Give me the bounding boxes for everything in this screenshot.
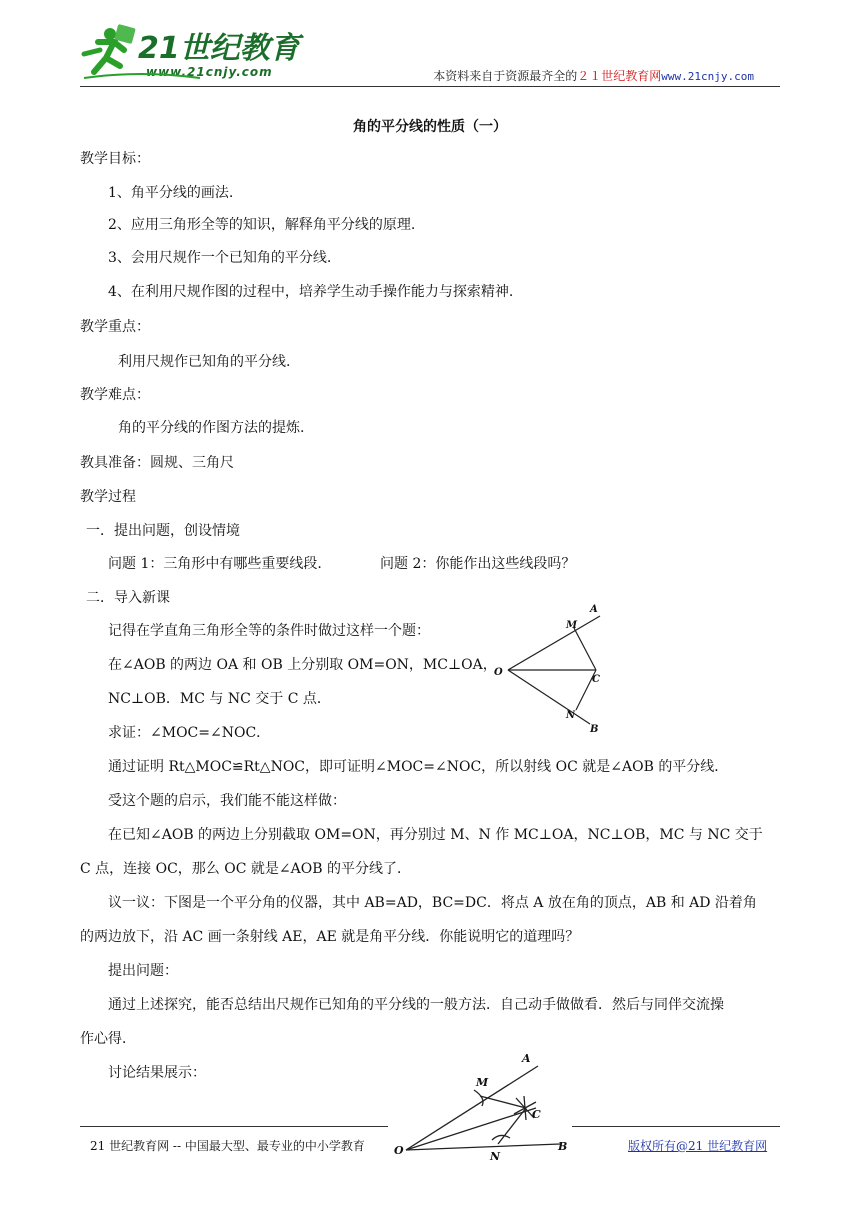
paragraph: 提出问题： <box>108 963 178 979</box>
paragraph: NC⊥OB．MC 与 NC 交于 C 点． <box>108 691 331 707</box>
point-label-o: O <box>494 667 503 678</box>
point-label-n: N <box>566 710 576 721</box>
footer-copyright-link[interactable]: 版权所有@21 世纪教育网 <box>628 1139 768 1153</box>
angle-bisector-figure-1 <box>490 598 620 736</box>
subsection-heading: 一．提出问题，创设情境 <box>86 523 240 539</box>
header-note <box>433 67 754 84</box>
paragraph: 讨论结果展示： <box>108 1065 206 1081</box>
logo-text: 21世纪教育 <box>138 31 300 66</box>
point-label-a: A <box>590 604 598 615</box>
paragraph: 在∠AOB 的两边 OA 和 OB 上分别取 OM=ON，MC⊥OA， <box>108 657 497 673</box>
point-label-b: B <box>590 724 599 735</box>
paragraph: 记得在学直角三角形全等的条件时做过这样一个题： <box>108 623 430 639</box>
paragraph: 问题 2：你能作出这些线段吗？ <box>380 556 576 572</box>
paragraph: 角的平分线的作图方法的提炼. <box>118 420 305 436</box>
paragraph: 议一议：下图是一个平分角的仪器，其中 AB=AD，BC=DC．将点 A 放在角的顶点，AB 和 AD 沿着角 <box>108 895 757 911</box>
paragraph: 受这个题的启示，我们能不能这样做： <box>108 793 346 809</box>
paragraph: 问题 1：三角形中有哪些重要线段. <box>108 556 322 572</box>
footer-divider-left <box>80 1126 388 1127</box>
point-label-c: C <box>592 674 600 685</box>
page-header <box>80 20 780 86</box>
footer-divider-right <box>572 1126 780 1127</box>
objective-item: 2、应用三角形全等的知识，解释角平分线的原理. <box>108 217 416 233</box>
footer-text: 21 世纪教育网 -- 中国最大型、最专业的中小学教育 <box>90 1139 365 1153</box>
objective-item: 1、角平分线的画法. <box>108 185 234 201</box>
paragraph: 求证：∠MOC=∠NOC． <box>108 725 271 741</box>
section-heading: 教学过程 <box>80 489 136 505</box>
point-label-m: M <box>566 620 578 631</box>
objective-item: 4、在利用尺规作图的过程中，培养学生动手操作能力与探索精神. <box>108 284 514 300</box>
paragraph: 教具准备：圆规、三角尺 <box>80 455 234 471</box>
subsection-heading: 二．导入新课 <box>86 590 170 606</box>
point-label-m: M <box>476 1076 489 1089</box>
point-label-o: O <box>394 1144 404 1157</box>
runner-icon <box>84 24 136 72</box>
section-heading: 教学重点： <box>80 319 150 335</box>
logo-url: www.21cnjy.com <box>146 65 273 79</box>
header-note-prefix: 本资料来自于资源最齐全的 <box>433 69 578 83</box>
section-heading: 教学难点： <box>80 387 150 403</box>
paragraph: C 点，连接 OC，那么 OC 就是∠AOB 的平分线了． <box>80 861 411 877</box>
section-heading: 教学目标： <box>80 151 150 167</box>
point-label-c: C <box>532 1108 541 1121</box>
point-label-n: N <box>490 1150 501 1163</box>
site-logo <box>80 20 310 82</box>
angle-bisector-figure-2 <box>388 1046 588 1166</box>
header-note-url[interactable]: www.21cnjy.com <box>661 70 754 83</box>
header-divider <box>80 86 780 87</box>
paragraph: 作心得． <box>80 1031 136 1047</box>
objective-item: 3、会用尺规作一个已知角的平分线. <box>108 250 332 266</box>
paragraph: 通过上述探究，能否总结出尺规作已知角的平分线的一般方法．自己动手做做看．然后与同伴交流操 <box>108 997 724 1013</box>
paragraph: 通过证明 Rt△MOC≌Rt△NOC，即可证明∠MOC=∠NOC，所以射线 OC 就是∠AOB 的平分线． <box>108 759 729 775</box>
paragraph: 在已知∠AOB 的两边上分别截取 OM=ON，再分别过 M、N 作 MC⊥OA，NC⊥OB，MC 与 NC 交于 <box>108 827 763 843</box>
paragraph: 的两边放下，沿 AC 画一条射线 AE，AE 就是角平分线．你能说明它的道理吗？ <box>80 929 580 945</box>
header-note-site[interactable]: ２１世纪教育网 <box>577 69 662 83</box>
paragraph: 利用尺规作已知角的平分线. <box>118 354 291 370</box>
point-label-a: A <box>522 1052 531 1065</box>
point-label-b: B <box>558 1140 568 1153</box>
document-title: 角的平分线的性质（一） <box>353 119 507 135</box>
